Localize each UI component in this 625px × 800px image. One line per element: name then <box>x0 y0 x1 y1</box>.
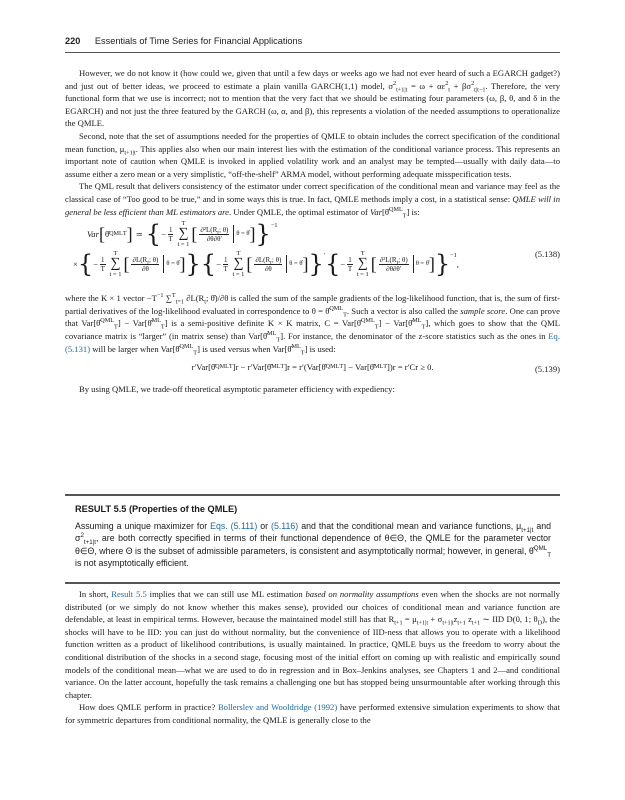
paragraph-4: where the K × 1 vector $-T^{-1}$ ∑$^T_{t=1}$ $\partial L(R_t$; θ̂)/∂θ is called the sum of the sample gradients of the log-likelihood function, that is, the sum of first-partial derivatives of the log-likelihood evaluated in correspondence to θ = θ̂$^{QML}_T$. Such a vector is also called the sample score. One can prove that Var[θ̂$^{QML}_T$] − Var[θ̂$^{ML}_T$] is a semi-positive definite K × K matrix, C = Var[θ̂$^{QML}_T$] − Var[θ̂$^{ML}_T$], which goes to show that the QML covariance matrix is “larger” (in matrix sense) than Var[θ̂$^{ML}_T$]. For instance, the denominator of the z-score statistics such as the ones in Eq. (5.131) will be larger when Var[θ̂$^{QML}_T$] is used versus when Var[θ̂$^{ML}_T$] is used: <box>65 292 560 357</box>
paragraph-2: Second, note that the set of assumptions needed for the properties of QMLE to obtain includes the correct specification of the conditional mean function, $\mu_{t+1|t}$. This applies also when our main interest lies with the estimation of the conditional variance process. This represents an important note of caution when QMLE is invoked in applied volatility work and an analyst may be tempted—usually with daily data—to assume either a zero mean or a very simplistic, “off-the-shelf” ARMA model, without performing adequate misspecification tests. <box>65 130 560 179</box>
page-number: 220 <box>65 36 81 46</box>
paragraph-6: In short, Result 5.5 implies that we can still use ML estimation based on normality assumptions even when the shocks are not normally distributed (or we simply do not know whether this makes sense), provided our choices of conditional mean and variance function are defendable, at least in empirical terms. However, because the maintained model still has that $R_{t+1} = \mu_{t+1|t} + \sigma_{t+1|t}z_{t+1}$ $z_{t+1}$ ∼ IID D(0, 1; $\theta_D$), the shocks will have to be IID: you can just do without normality, but the convenience of IID-ness that allows you to operate with a likelihood function written as a product of likelihood contributions, is usually maintained. In practice, QMLE buys us the freedom to worry about the conditional distribution of the shocks in a second stage, focusing most of the initial effort on coming up with realistic and empirically sound models of the conditional mean—what we are used to do in regression and in Box–Jenkins analyses, see Chapters 1 and 2—and conditional variance. On the latter account, hopefully the task remains a challenging one but has stopped being unsurmountable after working through this chapter. <box>65 589 560 700</box>
link-bollerslev-wooldridge[interactable]: Bollerslev and Wooldridge (1992) <box>217 702 338 713</box>
paragraph-5: By using QMLE, we trade-off theoretical asymptotic parameter efficiency with expediency: <box>79 384 395 395</box>
paragraph-7: How does QMLE perform in practice? Bollerslev and Wooldridge (1992) have performed extensive simulation experiments to show that for symmetric departures from conditional normality, the QMLE is generally close to the <box>65 702 561 725</box>
equation-5-139: r′Var[θ̂ QML T ]r − r′Var[θ̂ ML T ]r = r′(Var[θ̂ QML T ] − Var[θ̂ ML T ])r = r′Cr ≥ 0. (5.139) <box>191 362 560 375</box>
main-text-top <box>65 67 560 396</box>
equation-number-5-139: (5.139) <box>534 364 560 375</box>
running-head <box>65 36 560 46</box>
emphasis-normality: based on normality assumptions <box>305 589 419 599</box>
link-eq-5-131[interactable]: Eq. (5.131) <box>65 330 560 354</box>
header-rule <box>65 52 560 53</box>
emphasis-qmle-efficiency: QMLE will in general be less efficient than ML estimators are <box>65 193 560 217</box>
link-eq-5-116[interactable]: (5.116) <box>271 521 299 531</box>
equation-5-138: Var [ θ̂ QML T ] ≃ { − $\frac{1}{T}$ T ∑ t = 1 [ $\frac{\partial^2L(R_t; \theta)}{\partial\theta\partial\theta'}$ θ = θ̂ ] } $^{-1}$ × { − $\frac{1}{T}$ T ∑ t = 1 [ $\frac{\partial L(R_t; \theta)}{\partial\theta}$ θ = θ̂ ] } { − $\frac{1}{T}$ T ∑ t = 1 [ $\frac{\partial L(R_t; \theta)}{\partial\theta}$ θ = θ̂ ] } ′ { − $\frac{1}{T}$ T ∑ t = 1 [ $\frac{\partial^2L(R_t; \theta)}{\partial\theta\partial\theta'}$ θ = θ̂ ] } $^{-1}$ , (5.138) <box>73 220 560 279</box>
main-text-bottom <box>65 588 560 727</box>
link-eqs-5-111[interactable]: Eqs. (5.111) <box>210 521 258 531</box>
paragraph-3: The QML result that delivers consistency of the estimator under correct specification of the conditional mean and variance may feel as the classical case of “Too good to be true,” and in some ways this is true. In fact, QMLE methods imply a cost, in a statistical sense: QMLE will in general be less efficient than ML estimators are. Under QMLE, the optimal estimator of Var[θ̂$^{QML}_T$] is: <box>65 181 560 220</box>
result-5-5-box <box>65 494 560 584</box>
result-title: RESULT 5.5 (Properties of the QMLE) <box>75 504 238 514</box>
result-text: Assuming a unique maximizer for Eqs. (5.111) or (5.116) and that the conditional mean and variance functions, $\mu_{t+1|t}$ and $\sigma^2_{t+1|t}$, are both correctly specified in terms of their functional dependence of θ∈Θ, the QMLE for the parameter vector θ∈Θ, where Θ is the subset of admissible parameters, is consistent and asymptotically normal; however, in general, θ̂$^{QML}_T$ is not asymptotically efficient. <box>75 521 552 568</box>
emphasis-sample-score: sample score <box>460 305 506 316</box>
book-title: Essentials of Time Series for Financial Applications <box>94 36 303 46</box>
equation-number-5-138: (5.138) <box>534 249 560 260</box>
paragraph-1: However, we do not know it (how could we, given that until a few days or weeks ago we had not ever heard of such a EGARCH gadget?) and just out of better ideas, we proceed to estimate a plain vanilla GARCH(1,1) model, $\sigma^2_{t+1|t} = \omega + \alpha\varepsilon^2_t + \beta\sigma^2_{t|t-1}$. Therefore, the very functional form that we use is incorrect; not to mention that the very fact that we should be estimating four parameters (ω, β, θ, and δ in the EGARCH) and not just the three featured by the GARCH (ω, α, and β), this represents a violation of the needed assumptions to operationalize the QMLE. <box>65 68 560 129</box>
link-result-5-5[interactable]: Result 5.5 <box>111 589 147 599</box>
